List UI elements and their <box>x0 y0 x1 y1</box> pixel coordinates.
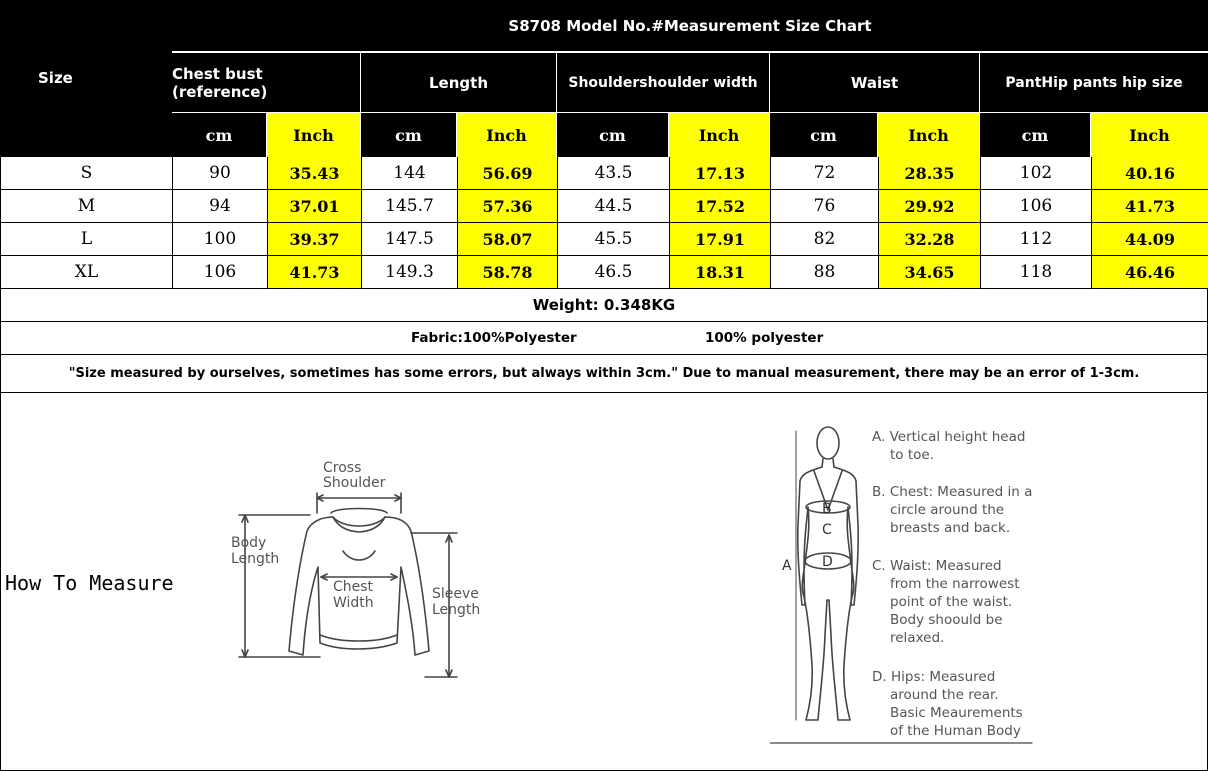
cm-value-cell: 94 <box>173 190 268 223</box>
body-label-1: Body <box>231 535 267 551</box>
label-a: A <box>782 558 792 574</box>
size-label-cell: M <box>1 190 173 223</box>
unit-cm: cm <box>361 113 456 157</box>
chart-title-cell <box>172 0 1208 52</box>
sweater-diagram <box>225 455 500 690</box>
size-label-cell: XL <box>1 256 173 289</box>
inch-value-cell: 39.37 <box>268 223 362 256</box>
inch-value-cell: 18.31 <box>670 256 771 289</box>
weight-row <box>0 289 1208 322</box>
unit-cm: cm <box>172 113 266 157</box>
unit-inch: Inch <box>1091 113 1208 157</box>
group-header-shoulder: Shouldershoulder width <box>557 53 769 113</box>
inch-value-cell: 17.52 <box>670 190 771 223</box>
inch-value-cell: 17.91 <box>670 223 771 256</box>
cm-value-cell: 149.3 <box>362 256 458 289</box>
group-header-waist: Waist <box>770 53 979 113</box>
inch-value-cell: 37.01 <box>268 190 362 223</box>
inch-value-cell: 57.36 <box>458 190 558 223</box>
inch-value-cell: 41.73 <box>1092 190 1208 223</box>
human-body-diagram <box>770 415 1035 745</box>
unit-inch: Inch <box>878 113 979 157</box>
cm-value-cell: 76 <box>771 190 879 223</box>
cm-value-cell: 72 <box>771 157 879 190</box>
unit-cm: cm <box>557 113 668 157</box>
note-line: D. Hips: Measured <box>872 669 996 685</box>
note-line: B. Chest: Measured in a <box>872 484 1033 500</box>
sleeve-label-2: Length <box>432 602 481 618</box>
inch-value-cell: 56.69 <box>458 157 558 190</box>
inch-value-cell: 41.73 <box>268 256 362 289</box>
cm-value-cell: 100 <box>173 223 268 256</box>
inch-value-cell: 58.78 <box>458 256 558 289</box>
note-line: A. Vertical height head <box>872 429 1026 445</box>
inch-value-cell: 29.92 <box>879 190 981 223</box>
unit-cm: cm <box>770 113 877 157</box>
cm-value-cell: 145.7 <box>362 190 458 223</box>
cross-label-1: Cross <box>323 460 362 476</box>
inch-value-cell: 46.46 <box>1092 256 1208 289</box>
inch-value-cell: 35.43 <box>268 157 362 190</box>
unit-cm: cm <box>980 113 1090 157</box>
note-line: circle around the <box>890 502 1005 518</box>
note-line: relaxed. <box>890 630 945 646</box>
group-header-length: Length <box>361 53 556 113</box>
cm-value-cell: 106 <box>981 190 1092 223</box>
cm-value-cell: 45.5 <box>558 223 670 256</box>
cm-value-cell: 90 <box>173 157 268 190</box>
size-header: Size <box>38 68 73 87</box>
cm-value-cell: 144 <box>362 157 458 190</box>
inch-value-cell: 40.16 <box>1092 157 1208 190</box>
cm-value-cell: 46.5 <box>558 256 670 289</box>
cm-value-cell: 43.5 <box>558 157 670 190</box>
group-header-hip: PantHip pants hip size <box>980 53 1208 113</box>
cm-value-cell: 147.5 <box>362 223 458 256</box>
size-label-cell: L <box>1 223 173 256</box>
label-b: B <box>822 501 832 517</box>
note-line: to toe. <box>890 447 934 463</box>
inch-value-cell: 28.35 <box>879 157 981 190</box>
weight-text: Weight: 0.348KG <box>532 296 676 314</box>
inch-value-cell: 44.09 <box>1092 223 1208 256</box>
note-line: Body shoould be <box>890 612 1003 628</box>
unit-inch: Inch <box>267 113 360 157</box>
note-line: point of the waist. <box>890 594 1013 610</box>
cm-value-cell: 88 <box>771 256 879 289</box>
head <box>817 427 839 459</box>
cross-label-2: Shoulder <box>323 475 386 491</box>
note-line: from the narrowest <box>890 576 1020 592</box>
sleeve-label-1: Sleeve <box>432 586 479 602</box>
note-line: C. Waist: Measured <box>872 558 1002 574</box>
disclaimer-text: "Size measured by ourselves, sometimes has some errors, but always within 3cm." Due to manual measurement, there may be an error of 1-3cm. <box>68 366 1140 381</box>
group-header-chest: Chest bust (reference) <box>172 53 360 113</box>
inch-value-cell: 58.07 <box>458 223 558 256</box>
cm-value-cell: 112 <box>981 223 1092 256</box>
label-d: D <box>822 554 833 570</box>
note-line: around the rear. <box>890 687 999 703</box>
note-line: breasts and back. <box>890 520 1011 536</box>
cm-value-cell: 118 <box>981 256 1092 289</box>
disclaimer-row <box>0 355 1208 393</box>
chest-label-1: Chest <box>333 579 374 595</box>
measurement-notes <box>872 429 1032 739</box>
note-line: of the Human Body <box>890 723 1021 739</box>
unit-inch: Inch <box>457 113 556 157</box>
inch-value-cell: 32.28 <box>879 223 981 256</box>
cm-value-cell: 106 <box>173 256 268 289</box>
cm-value-cell: 82 <box>771 223 879 256</box>
size-header-cell <box>0 0 172 157</box>
how-to-measure-label: How To Measure <box>5 571 174 595</box>
fabric-left: Fabric:100%Polyester <box>411 330 577 346</box>
note-line: Basic Meaurements <box>890 705 1023 721</box>
fabric-right: 100% polyester <box>705 330 824 346</box>
size-table-body <box>0 157 1208 289</box>
unit-inch: Inch <box>669 113 769 157</box>
inch-value-cell: 17.13 <box>670 157 771 190</box>
inch-value-cell: 34.65 <box>879 256 981 289</box>
fabric-row <box>0 322 1208 355</box>
size-label-cell: S <box>1 157 173 190</box>
label-c: C <box>822 522 832 538</box>
cm-value-cell: 102 <box>981 157 1092 190</box>
body-label-2: Length <box>231 551 280 567</box>
chart-title: S8708 Model No.#Measurement Size Chart <box>508 17 872 35</box>
cm-value-cell: 44.5 <box>558 190 670 223</box>
chest-label-2: Width <box>333 595 374 611</box>
